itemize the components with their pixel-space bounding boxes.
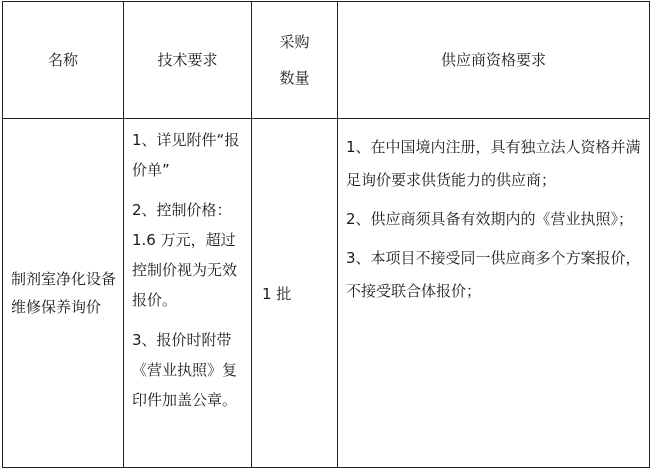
header-name: 名称: [47, 51, 78, 69]
header-qty-line2: 数量: [279, 69, 310, 87]
header-supplier: 供应商资格要求: [440, 51, 546, 69]
header-row: [3, 2, 650, 119]
table-row: [3, 119, 650, 468]
header-qty-line1: 采购: [279, 33, 310, 51]
header-supplier-cell: [338, 2, 650, 119]
tech-item-2: 2、控制价格：1.6 万元，超过控制价视为无效报价。: [132, 201, 238, 309]
supplier-item-1: 1、在中国境内注册，具有独立法人资格并满足询价要求供货能力的供应商；: [346, 138, 641, 189]
quantity-cell: [252, 119, 338, 468]
item-name-cell: [3, 119, 124, 468]
tech-requirements-cell: [124, 119, 252, 468]
supplier-requirements-cell: [338, 119, 650, 468]
procurement-table: [2, 1, 650, 468]
quantity-value: 1 批: [262, 284, 292, 303]
supplier-item-3: 3、本项目不接受同一供应商多个方案报价，不接受联合体报价；: [346, 249, 641, 300]
supplier-item-2: 2、供应商须具备有效期内的《营业执照》；: [346, 210, 634, 228]
tech-item-1: 1、详见附件“报价单”: [132, 131, 240, 179]
item-name: 制剂室净化设备维修保养询价: [11, 270, 117, 316]
header-qty-cell: [252, 2, 338, 119]
header-name-cell: [3, 2, 124, 119]
tech-item-3: 3、报价时附带《营业执照》复印件加盖公章。: [132, 331, 238, 409]
header-tech: 技术要求: [157, 51, 218, 69]
header-tech-cell: [124, 2, 252, 119]
